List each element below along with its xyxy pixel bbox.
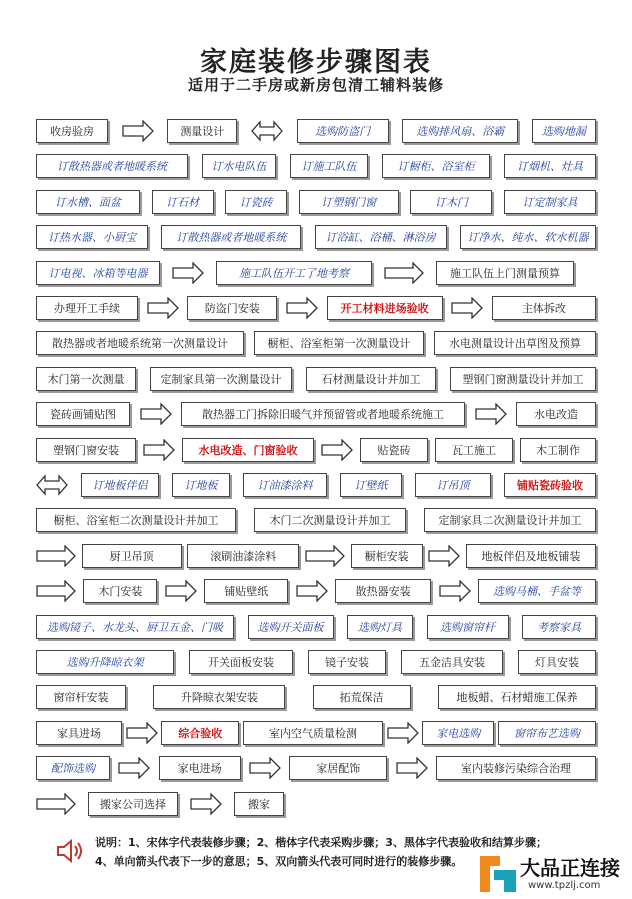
purchase-step: 选购防盗门 [297,119,389,143]
purchase-step: 订石材 [152,190,214,214]
flow-row [36,543,596,569]
renovation-step: 室内空气质量检测 [243,721,383,745]
renovation-step: 升降晾衣架安装 [153,685,285,709]
renovation-step: 地板伴侣及地板铺装 [466,544,596,568]
renovation-step: 窗帘杆安装 [36,685,126,709]
flow-row [36,614,596,640]
renovation-step: 镜子安装 [308,650,386,674]
renovation-step: 搬家 [234,792,284,816]
right-arrow-icon [475,403,507,425]
flow-row [36,295,596,321]
flow-row [36,189,596,215]
purchase-step: 订电视、冰箱等电器 [36,261,160,285]
right-arrow-icon [384,262,424,284]
flow-row [36,224,596,250]
right-arrow-icon [118,757,150,779]
purchase-step: 配饰选购 [36,756,110,780]
renovation-step: 家具进场 [36,721,122,745]
flow-row [36,507,596,533]
purchase-step: 窗帘布艺选购 [498,721,596,745]
right-arrow-icon [396,757,428,779]
renovation-step: 瓦工施工 [435,438,513,462]
flow-row [36,720,596,746]
right-arrow-icon [249,757,281,779]
double-arrow-icon [251,120,283,142]
renovation-step: 五金洁具安装 [401,650,503,674]
site-logo [478,852,628,896]
renovation-step: 木门第一次测量 [36,367,136,391]
renovation-step: 散热器安装 [335,579,431,603]
flow-row [36,437,596,463]
purchase-step: 订散热器或者地暖系统 [36,154,188,178]
renovation-step: 塑钢门窗安装 [36,438,136,462]
renovation-step: 主体拆改 [492,296,596,320]
flow-row [36,684,596,710]
flow-row [36,791,596,817]
renovation-step: 收房验房 [36,119,108,143]
milestone-step: 水电改造、门窗验收 [182,438,314,462]
right-arrow-icon [36,580,76,602]
right-arrow-icon [172,262,204,284]
right-arrow-icon [296,580,328,602]
right-arrow-icon [428,545,460,567]
renovation-step: 水电改造 [516,402,596,426]
milestone-step: 开工材料进场验收 [327,296,443,320]
purchase-step: 订净水、纯水、软水机器 [460,225,596,249]
milestone-step: 综合验收 [161,721,239,745]
renovation-step: 橱柜、浴室柜二次测量设计并加工 [36,508,236,532]
purchase-step: 选购灯具 [347,615,413,639]
renovation-step: 贴瓷砖 [360,438,428,462]
purchase-step: 订烟机、灶具 [504,154,596,178]
purchase-step: 选购排风扇、浴霸 [402,119,518,143]
purchase-step: 订浴缸、浴桶、淋浴房 [315,225,447,249]
purchase-step: 家电选购 [422,721,494,745]
flow-row [36,578,596,604]
renovation-step: 铺贴壁纸 [204,579,288,603]
renovation-step: 灯具安装 [518,650,596,674]
purchase-step: 施工队伍开工了地考察 [216,261,372,285]
renovation-step: 塑钢门窗测量设计并加工 [450,367,596,391]
flow-row [36,260,596,286]
flow-row [36,118,596,144]
flow-row [36,755,596,781]
purchase-step: 选购开关面板 [248,615,334,639]
purchase-step: 订吊顶 [415,473,491,497]
right-arrow-icon [122,120,154,142]
renovation-step: 橱柜安装 [351,544,423,568]
page-subtitle: 适用于二手房或新房包清工辅料装修 [187,76,444,94]
right-arrow-icon [126,722,158,744]
right-arrow-icon [387,722,419,744]
double-arrow-icon [36,474,68,496]
renovation-step: 办理开工手续 [36,296,138,320]
logo-mark-icon [478,852,518,896]
flow-row [36,153,596,179]
renovation-step: 滚刷油漆涂料 [187,544,299,568]
renovation-step: 厨卫吊顶 [82,544,182,568]
flow-row [36,366,596,392]
renovation-step: 防盗门安装 [187,296,277,320]
purchase-step: 考察家具 [522,615,596,639]
logo-name: 大品正连接 [520,856,620,880]
purchase-step: 订塑钢门窗 [299,190,399,214]
flow-row [36,401,596,427]
renovation-step: 定制家具第一次测量设计 [150,367,292,391]
renovation-step: 家电进场 [159,756,241,780]
right-arrow-icon [305,545,345,567]
renovation-step: 开关面板安装 [189,650,293,674]
purchase-step: 选购镜子、水龙头、厨卫五金、门吸 [36,615,234,639]
milestone-step: 铺贴瓷砖验收 [504,473,596,497]
page-title: 家庭装修步骤图表 [200,47,432,78]
renovation-step: 散热器或者地暖系统第一次测量设计 [36,331,244,355]
right-arrow-icon [36,545,76,567]
flow-row [36,649,596,675]
purchase-step: 订热水器、小厨宝 [36,225,148,249]
purchase-step: 选购地漏 [532,119,596,143]
renovation-step: 木门二次测量设计并加工 [254,508,406,532]
flow-row [36,472,596,498]
purchase-step: 订施工队伍 [290,154,368,178]
right-arrow-icon [286,297,318,319]
purchase-step: 选购窗帘杆 [427,615,509,639]
renovation-step: 施工队伍上门测量预算 [436,261,574,285]
flow-row [36,330,596,356]
right-arrow-icon [190,793,222,815]
renovation-step: 瓷砖画铺贴图 [36,402,130,426]
purchase-step: 订壁纸 [340,473,402,497]
renovation-step: 水电测量设计出草图及预算 [434,331,596,355]
renovation-step: 散热器工门拆除旧暖气并预留管或者地暖系统施工 [181,402,465,426]
renovation-step: 木工制作 [520,438,596,462]
purchase-step: 订散热器或者地暖系统 [161,225,301,249]
purchase-step: 选购升降晾衣架 [36,650,174,674]
renovation-step: 测量设计 [167,119,237,143]
purchase-step: 选购马桶、手盆等 [478,579,596,603]
renovation-step: 室内装修污染综合治理 [436,756,596,780]
purchase-step: 订橱柜、浴室柜 [382,154,490,178]
renovation-step: 橱柜、浴室柜第一次测量设计 [254,331,424,355]
purchase-step: 订水槽、面盆 [36,190,140,214]
right-arrow-icon [451,297,483,319]
purchase-step: 订地板伴侣 [81,473,159,497]
purchase-step: 订瓷砖 [225,190,287,214]
renovation-step: 拓荒保洁 [313,685,411,709]
right-arrow-icon [140,403,172,425]
right-arrow-icon [321,439,353,461]
right-arrow-icon [439,580,471,602]
renovation-step: 搬家公司选择 [88,792,178,816]
purchase-step: 订定制家具 [504,190,596,214]
speaker-icon [56,838,84,864]
renovation-step: 木门安装 [83,579,157,603]
logo-url: www.tpzlj.com [528,880,601,891]
purchase-step: 订油漆涂料 [243,473,327,497]
purchase-step: 订水电队伍 [202,154,276,178]
renovation-step: 地板蜡、石材蜡施工保养 [438,685,596,709]
purchase-step: 订木门 [410,190,492,214]
right-arrow-icon [147,297,179,319]
right-arrow-icon [36,793,76,815]
renovation-step: 家居配饰 [289,756,387,780]
purchase-step: 订地板 [172,473,230,497]
right-arrow-icon [143,439,175,461]
renovation-step: 定制家具二次测量设计并加工 [424,508,596,532]
right-arrow-icon [165,580,197,602]
legend-note: 说明：1、宋体字代表装修步骤；2、楷体字代表采购步骤；3、黑体字代表验收和结算步骤；4、单向箭头代表下一步的意思；5、双向箭头代表可同时进行的装修步骤。 [95,836,547,868]
renovation-step: 石材测量设计并加工 [306,367,436,391]
